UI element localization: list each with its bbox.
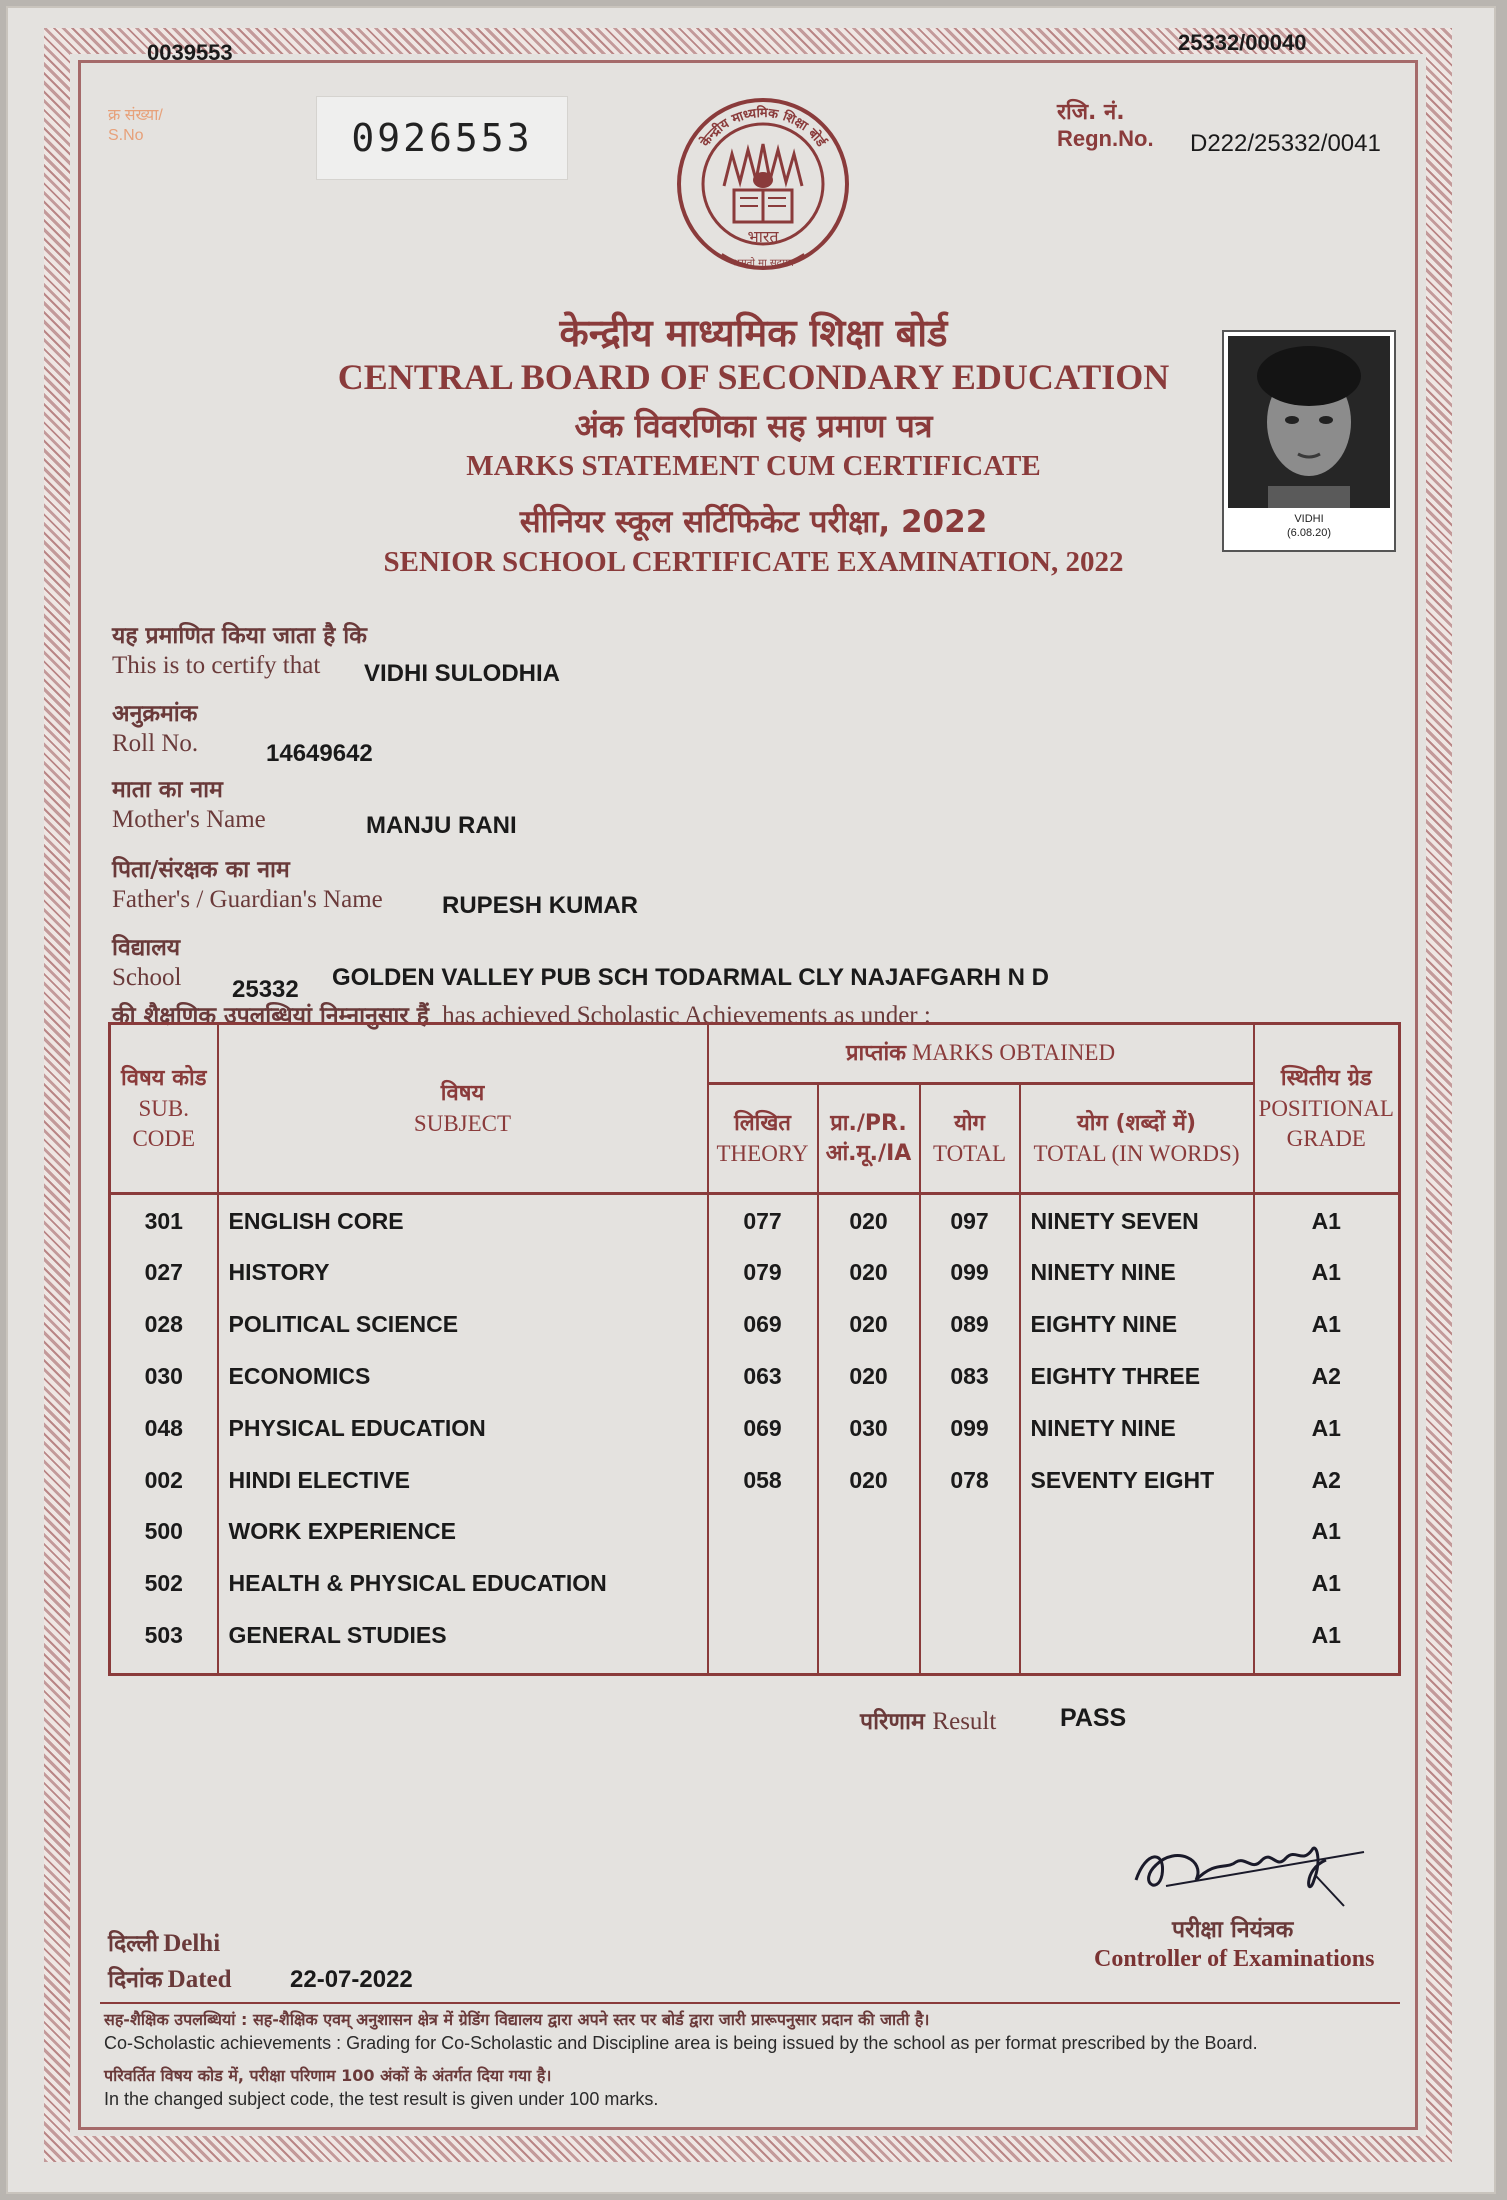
practical-marks-cell: 020 <box>818 1351 920 1403</box>
theory-marks-cell: 069 <box>708 1299 818 1351</box>
subject-cell: ECONOMICS <box>218 1351 708 1403</box>
theory-marks-cell: 063 <box>708 1351 818 1403</box>
grade-cell: A1 <box>1254 1402 1400 1454</box>
total-marks-cell <box>920 1558 1020 1610</box>
table-row <box>110 1247 1400 1299</box>
header-total <box>920 1084 1020 1194</box>
note2-en: In the changed subject code, the test result is given under 100 marks. <box>104 2089 659 2109</box>
header-theory-en: THEORY <box>716 1140 809 1166</box>
marks-table <box>108 1022 1401 1676</box>
note2-hi: परिवर्तित विषय कोड में, परीक्षा परिणाम 100 अंकों के अंतर्गत दिया गया है। <box>104 2066 552 2085</box>
photo-caption-date: (6.08.20) <box>1286 527 1332 539</box>
grade-cell: A1 <box>1254 1299 1400 1351</box>
table-row <box>110 1558 1400 1610</box>
school-label-hi: विद्यालय <box>112 935 181 961</box>
theory-marks-cell <box>708 1506 818 1558</box>
total-words-cell <box>1020 1610 1254 1662</box>
mother-name: MANJU RANI <box>366 812 517 839</box>
signature-icon <box>1126 1820 1376 1910</box>
table-row <box>110 1610 1400 1662</box>
subject-cell: HEALTH & PHYSICAL EDUCATION <box>218 1558 708 1610</box>
mother-label-hi: माता का नाम <box>112 777 223 803</box>
footer-divider <box>100 2002 1400 2004</box>
theory-marks-cell <box>708 1558 818 1610</box>
cert-title-en: MARKS STATEMENT CUM CERTIFICATE <box>466 450 1041 482</box>
header-total-en: TOTAL <box>932 1140 1007 1166</box>
regn-number: D222/25332/0041 <box>1190 130 1381 157</box>
result-label-en: Result <box>932 1708 997 1735</box>
practical-marks-cell: 020 <box>818 1247 920 1299</box>
header-subject <box>218 1024 708 1194</box>
portrait-icon <box>1228 336 1390 508</box>
subject-cell: POLITICAL SCIENCE <box>218 1299 708 1351</box>
achieved-label-hi: की शैक्षणिक उपलब्धियां निम्नानुसार हैं <box>112 1003 429 1029</box>
school-name: GOLDEN VALLEY PUB SCH TODARMAL CLY NAJAFGARH N D <box>332 964 1049 991</box>
signatory-label-hi: परीक्षा नियंत्रक <box>1172 1917 1294 1943</box>
seal-text-top: केन्द्रीय माध्यमिक शिक्षा बोर्ड <box>697 105 829 150</box>
exam-title-en: SENIOR SCHOOL CERTIFICATE EXAMINATION, 2022 <box>383 546 1124 578</box>
signatory-label-en: Controller of Examinations <box>1094 1946 1375 1972</box>
practical-marks-cell <box>818 1558 920 1610</box>
place-line <box>108 1926 220 1958</box>
total-words-cell: NINETY NINE <box>1020 1402 1254 1454</box>
father-label-en: Father's / Guardian's Name <box>112 886 383 913</box>
roll-label-hi: अनुक्रमांक <box>112 701 198 727</box>
grade-cell: A2 <box>1254 1454 1400 1506</box>
father-name: RUPESH KUMAR <box>442 892 639 919</box>
date-line <box>108 1962 232 1994</box>
total-marks-cell: 097 <box>920 1194 1020 1248</box>
practical-marks-cell: 020 <box>818 1194 920 1248</box>
theory-marks-cell <box>708 1610 818 1662</box>
theory-marks-cell: 079 <box>708 1247 818 1299</box>
roll-number: 14649642 <box>266 740 373 767</box>
grade-cell: A1 <box>1254 1506 1400 1558</box>
seal-text-bottom: असतो मा सद्गमय <box>732 258 794 269</box>
cert-title-hi: अंक विवरणिका सह प्रमाण पत्र <box>574 407 933 445</box>
sr-no-box: 0926553 <box>316 96 568 180</box>
grade-cell: A1 <box>1254 1610 1400 1662</box>
table-filler-row <box>110 1662 1400 1675</box>
header-practical-ia: आं.मू./IA <box>825 1140 912 1166</box>
total-marks-cell: 083 <box>920 1351 1020 1403</box>
regn-label-en: Regn.No. <box>1057 126 1154 151</box>
sr-no-label: क्र संख्या/ S.No <box>108 107 163 144</box>
table-row <box>110 1194 1400 1248</box>
sub-code-cell: 502 <box>110 1558 218 1610</box>
total-words-cell <box>1020 1506 1254 1558</box>
filler-cell <box>1020 1662 1254 1675</box>
header-total-words-en: TOTAL (IN WORDS) <box>1033 1140 1240 1166</box>
practical-marks-cell: 030 <box>818 1402 920 1454</box>
sub-code-cell: 002 <box>110 1454 218 1506</box>
header-marks-en: MARKS OBTAINED <box>911 1040 1116 1065</box>
subject-cell: PHYSICAL EDUCATION <box>218 1402 708 1454</box>
result-value: PASS <box>1060 1704 1127 1732</box>
table-row <box>110 1506 1400 1558</box>
total-words-cell: EIGHTY THREE <box>1020 1351 1254 1403</box>
header-marks-hi: प्राप्तांक <box>845 1041 907 1066</box>
total-words-cell <box>1020 1558 1254 1610</box>
total-marks-cell: 099 <box>920 1247 1020 1299</box>
subject-cell: WORK EXPERIENCE <box>218 1506 708 1558</box>
grade-cell: A1 <box>1254 1194 1400 1248</box>
filler-cell <box>1254 1662 1400 1675</box>
issue-date: 22-07-2022 <box>290 1966 413 1993</box>
student-photo <box>1222 330 1396 552</box>
header-sub-code-en: SUB. CODE <box>132 1095 196 1151</box>
total-marks-cell: 099 <box>920 1402 1020 1454</box>
sub-code-cell: 027 <box>110 1247 218 1299</box>
school-code: 25332 <box>232 976 299 1003</box>
filler-cell <box>110 1662 218 1675</box>
practical-marks-cell <box>818 1610 920 1662</box>
header-practical-hi: प्रा./PR. <box>830 1110 907 1136</box>
total-marks-cell: 078 <box>920 1454 1020 1506</box>
total-words-cell: SEVENTY EIGHT <box>1020 1454 1254 1506</box>
place-label-hi: दिल्ली <box>108 1931 159 1957</box>
table-row <box>110 1351 1400 1403</box>
total-words-cell: NINETY SEVEN <box>1020 1194 1254 1248</box>
table-row <box>110 1402 1400 1454</box>
header-practical <box>818 1084 920 1194</box>
sub-code-cell: 301 <box>110 1194 218 1248</box>
date-label-hi: दिनांक <box>108 1967 163 1993</box>
theory-marks-cell: 058 <box>708 1454 818 1506</box>
total-marks-cell <box>920 1506 1020 1558</box>
place-label-en: Delhi <box>163 1930 221 1957</box>
sub-code-cell: 500 <box>110 1506 218 1558</box>
sub-code-cell: 030 <box>110 1351 218 1403</box>
header-sub-code-hi: विषय कोड <box>121 1065 207 1091</box>
header-grade-hi: स्थितीय ग्रेड <box>1280 1065 1372 1091</box>
cbse-seal-icon <box>672 94 854 286</box>
header-marks-obtained <box>708 1024 1254 1084</box>
board-title-en: CENTRAL BOARD OF SECONDARY EDUCATION <box>337 357 1170 397</box>
father-label-hi: पिता/संरक्षक का नाम <box>112 857 290 883</box>
header-total-words-hi: योग (शब्दों में) <box>1076 1110 1197 1136</box>
header-grade <box>1254 1024 1400 1194</box>
header-theory <box>708 1084 818 1194</box>
subject-cell: HINDI ELECTIVE <box>218 1454 708 1506</box>
regn-label-hi: रजि. नं. <box>1057 100 1125 125</box>
certify-label-en: This is to certify that <box>112 652 321 679</box>
practical-marks-cell: 020 <box>818 1454 920 1506</box>
grade-cell: A1 <box>1254 1247 1400 1299</box>
total-words-cell: NINETY NINE <box>1020 1247 1254 1299</box>
header-total-hi: योग <box>954 1110 985 1136</box>
serial-number-top: 0039553 <box>147 40 233 65</box>
subject-cell: GENERAL STUDIES <box>218 1610 708 1662</box>
achieved-label-en: has achieved Scholastic Achievements as under : <box>442 1002 931 1029</box>
filler-cell <box>218 1662 708 1675</box>
subject-cell: HISTORY <box>218 1247 708 1299</box>
school-label-en: School <box>112 964 182 991</box>
seal-text-mid: भारत <box>747 227 779 246</box>
result-label <box>860 1704 996 1736</box>
theory-marks-cell: 069 <box>708 1402 818 1454</box>
grade-cell: A2 <box>1254 1351 1400 1403</box>
header-sub-code <box>110 1024 218 1194</box>
note1-en: Co-Scholastic achievements : Grading for Co-Scholastic and Discipline area is being issued by the school as per format prescribed by the Board. <box>104 2033 1258 2053</box>
filler-cell <box>818 1662 920 1675</box>
table-row <box>110 1454 1400 1506</box>
exam-title-hi: सीनियर स्कूल सर्टिफिकेट परीक्षा, 2022 <box>519 504 988 540</box>
code-top: 25332/00040 <box>1178 30 1307 55</box>
mother-label-en: Mother's Name <box>112 806 266 833</box>
photo-caption-name: VIDHI <box>1294 513 1324 525</box>
header-subject-en: SUBJECT <box>413 1110 512 1136</box>
total-words-cell: EIGHTY NINE <box>1020 1299 1254 1351</box>
sub-code-cell: 048 <box>110 1402 218 1454</box>
board-title-hi: केन्द्रीय माध्यमिक शिक्षा बोर्ड <box>559 311 948 355</box>
theory-marks-cell: 077 <box>708 1194 818 1248</box>
sub-code-cell: 028 <box>110 1299 218 1351</box>
grade-cell: A1 <box>1254 1558 1400 1610</box>
filler-cell <box>708 1662 818 1675</box>
table-row <box>110 1299 1400 1351</box>
roll-label-en: Roll No. <box>112 730 199 757</box>
sub-code-cell: 503 <box>110 1610 218 1662</box>
practical-marks-cell <box>818 1506 920 1558</box>
practical-marks-cell: 020 <box>818 1299 920 1351</box>
header-theory-hi: लिखित <box>734 1110 791 1136</box>
header-total-words <box>1020 1084 1254 1194</box>
total-marks-cell <box>920 1610 1020 1662</box>
date-label-en: Dated <box>167 1966 232 1993</box>
header-grade-en: POSITIONAL GRADE <box>1258 1095 1394 1151</box>
subject-cell: ENGLISH CORE <box>218 1194 708 1248</box>
total-marks-cell: 089 <box>920 1299 1020 1351</box>
filler-cell <box>920 1662 1020 1675</box>
note1-hi: सह-शैक्षिक उपलब्धियां : सह-शैक्षिक एवम् अनुशासन क्षेत्र में ग्रेडिंग विद्यालय द्वारा अपने स्तर पर बोर्ड द्वारा जारी प्रारूपनुसार प्रदान की जाती है। <box>104 2010 930 2029</box>
student-name: VIDHI SULODHIA <box>364 660 561 687</box>
certify-label-hi: यह प्रमाणित किया जाता है कि <box>112 623 367 649</box>
header-subject-hi: विषय <box>440 1080 485 1106</box>
result-label-hi: परिणाम <box>860 1709 925 1735</box>
